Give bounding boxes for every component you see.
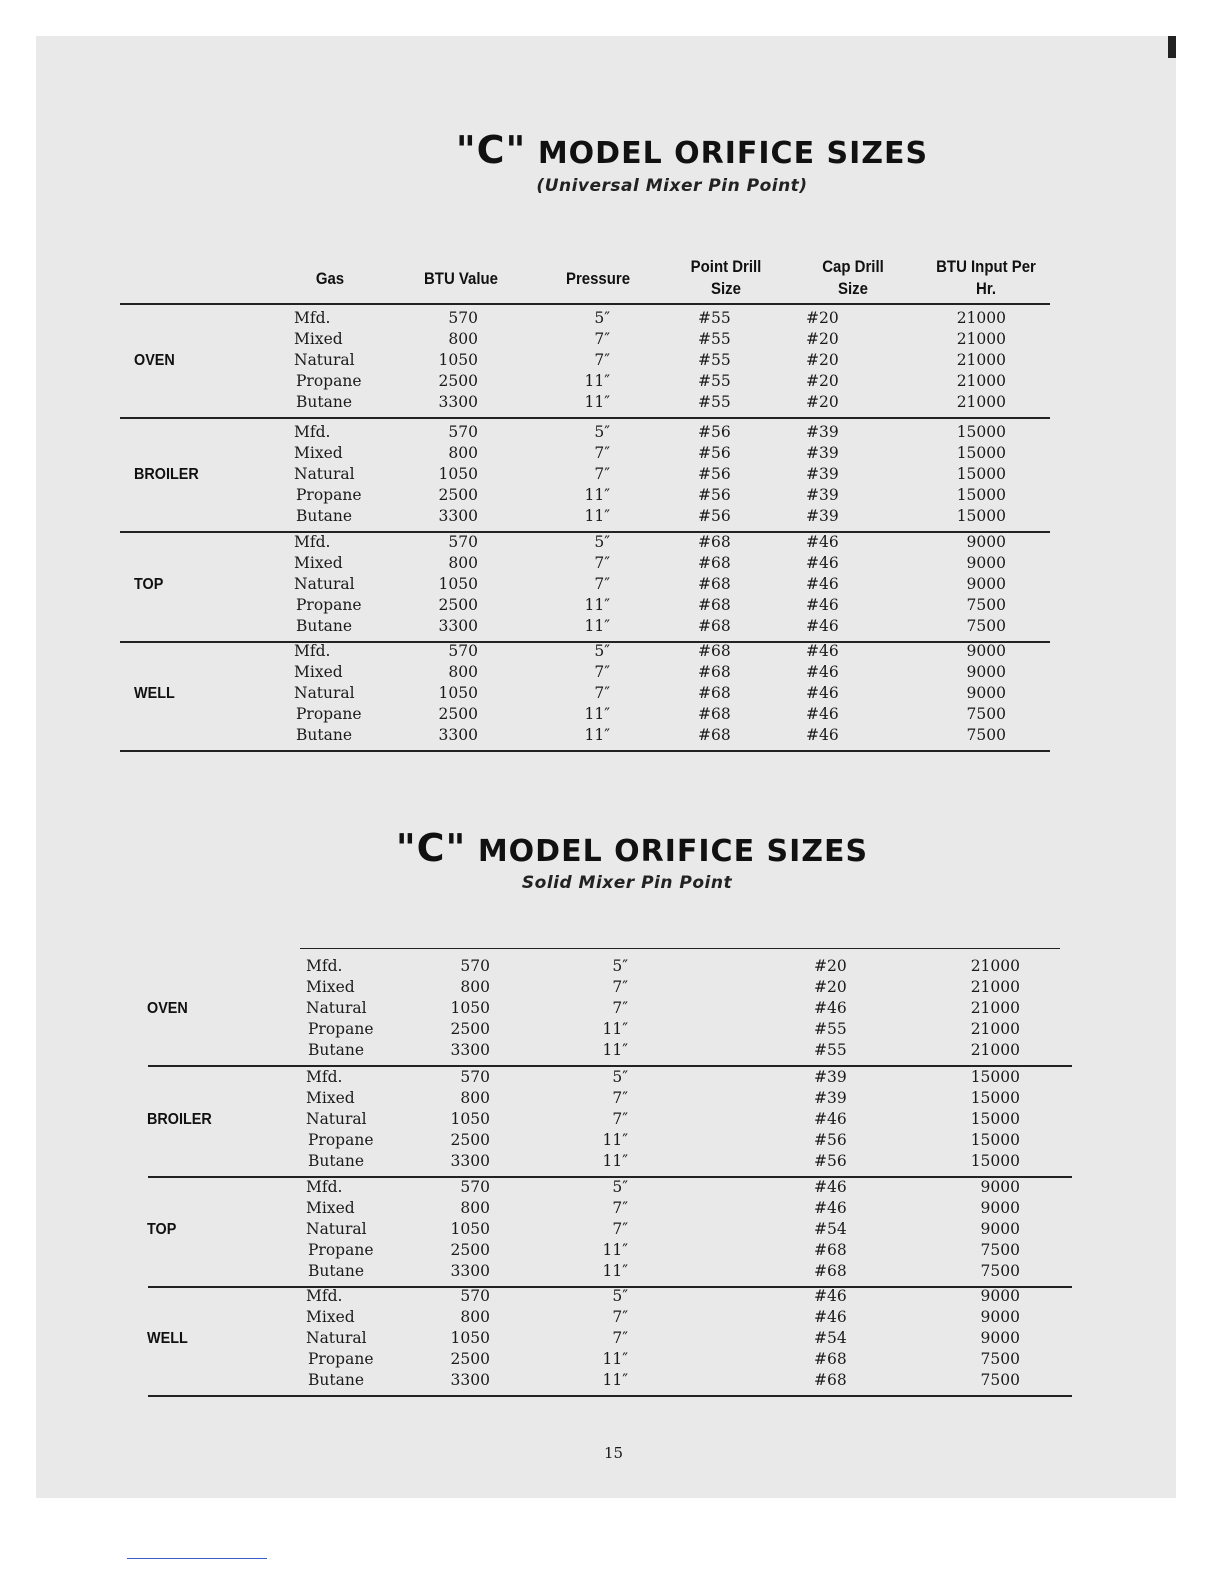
btu-input-cell: 9000	[980, 1178, 1020, 1196]
btu-input-cell: 21000	[970, 999, 1020, 1017]
btu-value-cell: 800	[448, 330, 478, 348]
pressure-cell: 11″	[584, 705, 610, 723]
cap-drill-cell: #55	[814, 1020, 847, 1038]
cap-drill-cell: #68	[814, 1371, 847, 1389]
btu-input-cell: 15000	[970, 1068, 1020, 1086]
pressure-cell: 7″	[612, 1110, 628, 1128]
table-row	[0, 464, 1224, 485]
pressure-cell: 11″	[584, 726, 610, 744]
point-drill-cell: #68	[698, 684, 731, 702]
btu-input-cell: 9000	[966, 663, 1006, 681]
table-row	[0, 1219, 1224, 1240]
btu-value-cell: 2500	[438, 596, 478, 614]
btu-value-cell: 3300	[450, 1371, 490, 1389]
point-drill-cell: #55	[698, 372, 731, 390]
category-label: TOP	[147, 1221, 177, 1238]
gas-cell: Mixed	[306, 978, 355, 996]
cap-drill-cell: #68	[814, 1241, 847, 1259]
pressure-cell: 5″	[594, 309, 610, 327]
btu-input-cell: 15000	[970, 1131, 1020, 1149]
btu-input-cell: 21000	[956, 309, 1006, 327]
title-quote: "C"	[455, 128, 527, 172]
pressure-cell: 7″	[594, 663, 610, 681]
header-gas: Gas	[315, 269, 345, 288]
pressure-cell: 7″	[594, 575, 610, 593]
cap-drill-cell: #46	[806, 642, 839, 660]
gas-cell: Natural	[306, 999, 367, 1017]
btu-input-cell: 9000	[966, 684, 1006, 702]
table-row	[0, 704, 1224, 725]
cap-drill-cell: #20	[806, 393, 839, 411]
gas-cell: Natural	[306, 1110, 367, 1128]
pressure-cell: 7″	[594, 465, 610, 483]
gas-cell: Natural	[294, 465, 355, 483]
table-row	[0, 422, 1224, 443]
pressure-cell: 7″	[594, 684, 610, 702]
table-row	[0, 371, 1224, 392]
cap-drill-cell: #46	[806, 663, 839, 681]
point-drill-cell: #55	[698, 330, 731, 348]
gas-cell: Mixed	[306, 1199, 355, 1217]
pressure-cell: 11″	[602, 1371, 628, 1389]
gas-cell: Mfd.	[306, 1178, 343, 1196]
btu-value-cell: 1050	[450, 1110, 490, 1128]
gas-cell: Propane	[296, 596, 362, 614]
btu-value-cell: 3300	[438, 507, 478, 525]
table-row	[0, 485, 1224, 506]
gas-cell: Natural	[294, 351, 355, 369]
category-label: OVEN	[147, 1000, 188, 1017]
btu-value-cell: 2500	[438, 372, 478, 390]
table-row	[0, 1067, 1224, 1088]
cap-drill-cell: #39	[806, 423, 839, 441]
btu-value-cell: 800	[448, 663, 478, 681]
btu-input-cell: 15000	[956, 507, 1006, 525]
btu-input-cell: 21000	[956, 330, 1006, 348]
category-label: BROILER	[134, 466, 199, 483]
cap-drill-cell: #39	[806, 486, 839, 504]
title-text: MODEL ORIFICE SIZES	[477, 834, 869, 869]
pressure-cell: 11″	[602, 1241, 628, 1259]
btu-value-cell: 1050	[450, 999, 490, 1017]
gas-cell: Butane	[308, 1041, 364, 1059]
btu-value-cell: 2500	[450, 1131, 490, 1149]
point-drill-cell: #56	[698, 423, 731, 441]
cap-drill-cell: #20	[814, 957, 847, 975]
gas-cell: Mixed	[294, 663, 343, 681]
pressure-cell: 7″	[594, 444, 610, 462]
btu-input-cell: 15000	[970, 1110, 1020, 1128]
title-text: MODEL ORIFICE SIZES	[537, 136, 929, 171]
btu-input-cell: 21000	[970, 978, 1020, 996]
category-label: BROILER	[147, 1111, 212, 1128]
btu-value-cell: 1050	[438, 465, 478, 483]
cap-drill-cell: #46	[806, 554, 839, 572]
gas-cell: Propane	[296, 705, 362, 723]
table-row	[0, 506, 1224, 527]
gas-cell: Propane	[308, 1350, 374, 1368]
btu-input-cell: 9000	[966, 575, 1006, 593]
cap-drill-cell: #46	[806, 596, 839, 614]
gas-cell: Mfd.	[294, 642, 331, 660]
btu-value-cell: 570	[460, 1068, 490, 1086]
scan-edge-mark	[1168, 36, 1176, 58]
btu-value-cell: 570	[460, 957, 490, 975]
table-row	[0, 1261, 1224, 1282]
pressure-cell: 11″	[584, 617, 610, 635]
table-row	[0, 641, 1224, 662]
gas-cell: Mfd.	[294, 423, 331, 441]
btu-input-cell: 7500	[966, 726, 1006, 744]
point-drill-cell: #68	[698, 705, 731, 723]
cap-drill-cell: #46	[806, 575, 839, 593]
gas-cell: Butane	[296, 507, 352, 525]
cap-drill-cell: #20	[806, 330, 839, 348]
pressure-cell: 7″	[594, 330, 610, 348]
btu-input-cell: 7500	[966, 705, 1006, 723]
header-btu-value: BTU Value	[423, 269, 499, 288]
point-drill-cell: #68	[698, 554, 731, 572]
pressure-cell: 7″	[612, 999, 628, 1017]
cap-drill-cell: #20	[806, 309, 839, 327]
btu-value-cell: 2500	[450, 1241, 490, 1259]
btu-input-cell: 15000	[970, 1152, 1020, 1170]
table-row	[0, 392, 1224, 413]
section-2-subtitle: Solid Mixer Pin Point	[521, 873, 733, 893]
page-number: 15	[604, 1444, 624, 1462]
cap-drill-cell: #46	[806, 617, 839, 635]
pressure-cell: 7″	[612, 1308, 628, 1326]
table-row	[0, 350, 1224, 371]
table-row	[0, 532, 1224, 553]
category-label: OVEN	[134, 352, 175, 369]
gas-cell: Mfd.	[306, 1287, 343, 1305]
table-row	[0, 1307, 1224, 1328]
header-pressure: Pressure	[565, 269, 631, 288]
cap-drill-cell: #54	[814, 1329, 847, 1347]
gas-cell: Natural	[306, 1329, 367, 1347]
pressure-cell: 11″	[584, 393, 610, 411]
pressure-cell: 11″	[602, 1262, 628, 1280]
point-drill-cell: #68	[698, 642, 731, 660]
btu-value-cell: 2500	[438, 486, 478, 504]
table-row	[0, 1019, 1224, 1040]
cap-drill-cell: #20	[806, 351, 839, 369]
gas-cell: Butane	[296, 726, 352, 744]
btu-input-cell: 15000	[956, 465, 1006, 483]
btu-value-cell: 570	[460, 1287, 490, 1305]
table-row	[0, 1286, 1224, 1307]
gas-cell: Propane	[296, 372, 362, 390]
point-drill-cell: #55	[698, 309, 731, 327]
header-cap-drill: Cap Drill Size	[822, 257, 884, 298]
pressure-cell: 5″	[594, 533, 610, 551]
pressure-cell: 11″	[602, 1152, 628, 1170]
btu-input-cell: 21000	[956, 351, 1006, 369]
gas-cell: Butane	[308, 1262, 364, 1280]
pressure-cell: 7″	[612, 978, 628, 996]
cap-drill-cell: #56	[814, 1152, 847, 1170]
cap-drill-cell: #46	[814, 1287, 847, 1305]
pressure-cell: 11″	[584, 596, 610, 614]
pressure-cell: 11″	[584, 507, 610, 525]
cap-drill-cell: #39	[806, 507, 839, 525]
table-row	[0, 1349, 1224, 1370]
table-row	[0, 1328, 1224, 1349]
gas-cell: Butane	[296, 617, 352, 635]
point-drill-cell: #56	[698, 486, 731, 504]
btu-input-cell: 9000	[966, 533, 1006, 551]
pressure-cell: 7″	[594, 554, 610, 572]
table-row	[0, 1109, 1224, 1130]
cap-drill-cell: #46	[814, 1178, 847, 1196]
section-2-title	[20, 826, 1224, 870]
group-rule	[120, 750, 1050, 752]
table-row	[0, 616, 1224, 637]
cap-drill-cell: #20	[814, 978, 847, 996]
table-row	[0, 956, 1224, 977]
cap-drill-cell: #46	[806, 533, 839, 551]
group-rule	[148, 1395, 1072, 1397]
point-drill-cell: #68	[698, 663, 731, 681]
table-row	[0, 308, 1224, 329]
gas-cell: Natural	[306, 1220, 367, 1238]
cap-drill-cell: #68	[814, 1350, 847, 1368]
table-row	[0, 1040, 1224, 1061]
gas-cell: Propane	[308, 1131, 374, 1149]
gas-cell: Mfd.	[306, 1068, 343, 1086]
btu-input-cell: 9000	[980, 1308, 1020, 1326]
table-row	[0, 329, 1224, 350]
cap-drill-cell: #46	[814, 1110, 847, 1128]
point-drill-cell: #68	[698, 617, 731, 635]
cap-drill-cell: #68	[814, 1262, 847, 1280]
gas-cell: Natural	[294, 575, 355, 593]
table-row	[0, 977, 1224, 998]
btu-value-cell: 570	[448, 533, 478, 551]
gas-cell: Butane	[296, 393, 352, 411]
pressure-cell: 7″	[612, 1199, 628, 1217]
btu-input-cell: 7500	[980, 1262, 1020, 1280]
btu-value-cell: 1050	[450, 1220, 490, 1238]
pressure-cell: 5″	[612, 957, 628, 975]
btu-input-cell: 9000	[980, 1329, 1020, 1347]
btu-input-cell: 7500	[966, 617, 1006, 635]
table-row	[0, 1151, 1224, 1172]
table-row	[0, 1198, 1224, 1219]
cap-drill-cell: #46	[814, 999, 847, 1017]
gas-cell: Butane	[308, 1152, 364, 1170]
btu-value-cell: 1050	[438, 351, 478, 369]
btu-input-cell: 15000	[956, 423, 1006, 441]
pressure-cell: 11″	[602, 1350, 628, 1368]
table-row	[0, 574, 1224, 595]
btu-input-cell: 21000	[970, 1041, 1020, 1059]
cap-drill-cell: #39	[814, 1068, 847, 1086]
btu-value-cell: 3300	[450, 1041, 490, 1059]
table-row	[0, 725, 1224, 746]
cap-drill-cell: #54	[814, 1220, 847, 1238]
point-drill-cell: #68	[698, 575, 731, 593]
cap-drill-cell: #46	[806, 705, 839, 723]
point-drill-cell: #56	[698, 444, 731, 462]
point-drill-cell: #56	[698, 507, 731, 525]
header-point-drill: Point Drill Size	[690, 257, 762, 298]
btu-value-cell: 800	[460, 978, 490, 996]
btu-value-cell: 3300	[450, 1152, 490, 1170]
btu-input-cell: 9000	[980, 1220, 1020, 1238]
btu-value-cell: 800	[460, 1199, 490, 1217]
cap-drill-cell: #39	[814, 1089, 847, 1107]
pressure-cell: 11″	[602, 1020, 628, 1038]
category-label: WELL	[147, 1330, 188, 1347]
cap-drill-cell: #39	[806, 444, 839, 462]
point-drill-cell: #68	[698, 533, 731, 551]
pressure-cell: 11″	[584, 372, 610, 390]
table-row	[0, 1177, 1224, 1198]
gas-cell: Natural	[294, 684, 355, 702]
table-row	[0, 553, 1224, 574]
cap-drill-cell: #56	[814, 1131, 847, 1149]
btu-input-cell: 9000	[966, 642, 1006, 660]
table-row	[0, 1240, 1224, 1261]
pressure-cell: 11″	[602, 1131, 628, 1149]
section-1-subtitle: (Universal Mixer Pin Point)	[536, 176, 808, 196]
point-drill-cell: #68	[698, 726, 731, 744]
gas-cell: Mfd.	[294, 309, 331, 327]
btu-input-cell: 9000	[966, 554, 1006, 572]
point-drill-cell: #56	[698, 465, 731, 483]
point-drill-cell: #55	[698, 351, 731, 369]
table-row	[0, 1370, 1224, 1391]
cap-drill-cell: #46	[814, 1199, 847, 1217]
gas-cell: Mixed	[306, 1089, 355, 1107]
btu-input-cell: 21000	[956, 393, 1006, 411]
table-row	[0, 662, 1224, 683]
btu-input-cell: 9000	[980, 1199, 1020, 1217]
btu-value-cell: 800	[448, 444, 478, 462]
btu-value-cell: 3300	[438, 726, 478, 744]
btu-input-cell: 21000	[970, 957, 1020, 975]
pressure-cell: 11″	[602, 1041, 628, 1059]
pressure-cell: 7″	[612, 1329, 628, 1347]
pressure-cell: 5″	[612, 1287, 628, 1305]
btu-value-cell: 570	[448, 423, 478, 441]
gas-cell: Mixed	[294, 444, 343, 462]
btu-value-cell: 3300	[450, 1262, 490, 1280]
btu-input-cell: 7500	[966, 596, 1006, 614]
gas-cell: Propane	[308, 1020, 374, 1038]
btu-input-cell: 15000	[970, 1089, 1020, 1107]
btu-value-cell: 2500	[450, 1350, 490, 1368]
btu-input-cell: 7500	[980, 1350, 1020, 1368]
pressure-cell: 11″	[584, 486, 610, 504]
cap-drill-cell: #46	[806, 684, 839, 702]
cap-drill-cell: #20	[806, 372, 839, 390]
cap-drill-cell: #39	[806, 465, 839, 483]
gas-cell: Mixed	[294, 330, 343, 348]
btu-input-cell: 7500	[980, 1241, 1020, 1259]
btu-input-cell: 21000	[970, 1020, 1020, 1038]
btu-value-cell: 800	[460, 1089, 490, 1107]
table-row	[0, 443, 1224, 464]
gas-cell: Mixed	[306, 1308, 355, 1326]
btu-value-cell: 570	[448, 309, 478, 327]
btu-value-cell: 2500	[450, 1020, 490, 1038]
gas-cell: Propane	[308, 1241, 374, 1259]
cap-drill-cell: #46	[806, 726, 839, 744]
table-row	[0, 1088, 1224, 1109]
gas-cell: Butane	[308, 1371, 364, 1389]
btu-value-cell: 1050	[438, 575, 478, 593]
table-row	[0, 683, 1224, 704]
section-2-top-rule	[300, 948, 1060, 949]
gas-cell: Propane	[296, 486, 362, 504]
cap-drill-cell: #46	[814, 1308, 847, 1326]
btu-value-cell: 570	[448, 642, 478, 660]
header-rule	[120, 303, 1050, 305]
btu-value-cell: 1050	[438, 684, 478, 702]
btu-value-cell: 1050	[450, 1329, 490, 1347]
btu-value-cell: 3300	[438, 393, 478, 411]
table-row	[0, 595, 1224, 616]
header-btu-input: BTU Input Per Hr.	[936, 257, 1036, 298]
btu-input-cell: 15000	[956, 486, 1006, 504]
pressure-cell: 7″	[594, 351, 610, 369]
group-rule	[120, 417, 1050, 419]
pressure-cell: 5″	[594, 642, 610, 660]
title-quote: "C"	[395, 826, 467, 870]
point-drill-cell: #55	[698, 393, 731, 411]
btu-input-cell: 21000	[956, 372, 1006, 390]
btu-value-cell: 570	[460, 1178, 490, 1196]
btu-value-cell: 3300	[438, 617, 478, 635]
link-underline	[127, 1558, 267, 1559]
pressure-cell: 7″	[612, 1089, 628, 1107]
category-label: WELL	[134, 685, 175, 702]
gas-cell: Mfd.	[294, 533, 331, 551]
btu-input-cell: 9000	[980, 1287, 1020, 1305]
section-1-title	[80, 128, 1224, 172]
cap-drill-cell: #55	[814, 1041, 847, 1059]
point-drill-cell: #68	[698, 596, 731, 614]
table-row	[0, 1130, 1224, 1151]
gas-cell: Mixed	[294, 554, 343, 572]
pressure-cell: 7″	[612, 1220, 628, 1238]
btu-value-cell: 800	[460, 1308, 490, 1326]
btu-value-cell: 800	[448, 554, 478, 572]
pressure-cell: 5″	[594, 423, 610, 441]
btu-value-cell: 2500	[438, 705, 478, 723]
btu-input-cell: 15000	[956, 444, 1006, 462]
gas-cell: Mfd.	[306, 957, 343, 975]
btu-input-cell: 7500	[980, 1371, 1020, 1389]
table-row	[0, 998, 1224, 1019]
category-label: TOP	[134, 576, 164, 593]
pressure-cell: 5″	[612, 1068, 628, 1086]
pressure-cell: 5″	[612, 1178, 628, 1196]
